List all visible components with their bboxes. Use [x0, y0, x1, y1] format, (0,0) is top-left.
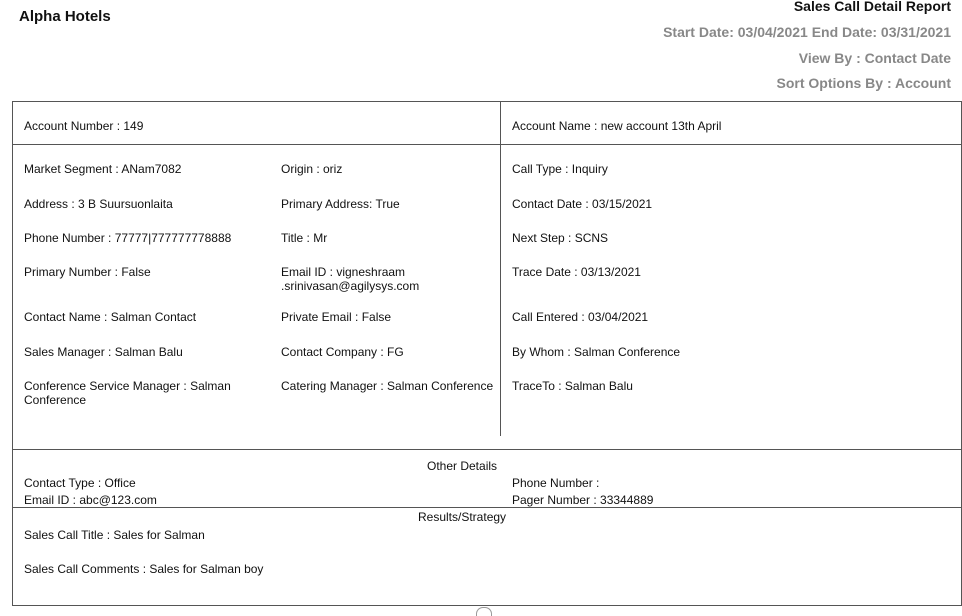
trace-to: TraceTo : Salman Balu: [512, 379, 633, 393]
sales-manager: Sales Manager : Salman Balu: [24, 345, 183, 359]
primary-address: Primary Address: True: [281, 197, 400, 211]
pager-number: Pager Number : 33344889: [512, 493, 654, 507]
by-whom: By Whom : Salman Conference: [512, 345, 681, 359]
divider: [13, 507, 961, 508]
phone-number: Phone Number : 77777|777777778888: [24, 231, 232, 245]
report-title: Sales Call Detail Report: [793, 0, 951, 14]
trace-date: Trace Date : 03/13/2021: [512, 265, 641, 279]
conference-service-manager: Conference Service Manager : Salman Conference: [24, 379, 231, 407]
other-details-heading: Other Details: [427, 459, 498, 473]
view-by: View By : Contact Date: [798, 50, 951, 66]
primary-number: Primary Number : False: [24, 265, 151, 279]
call-entered: Call Entered : 03/04/2021: [512, 310, 649, 324]
other-phone-number: Phone Number :: [512, 476, 600, 490]
catering-manager: Catering Manager : Salman Conference: [281, 379, 493, 393]
contact-date: Contact Date : 03/15/2021: [512, 197, 653, 211]
other-email-id: Email ID : abc@123.com: [24, 493, 157, 507]
account-name: Account Name : new account 13th April: [512, 119, 722, 133]
sales-call-title: Sales Call Title : Sales for Salman: [24, 528, 205, 542]
company-name: Alpha Hotels: [19, 8, 111, 25]
call-type: Call Type : Inquiry: [512, 162, 608, 176]
origin: Origin : oriz: [281, 162, 343, 176]
email-id: Email ID : vigneshraam .srinivasan@agilysys.com: [281, 265, 420, 293]
private-email: Private Email : False: [281, 310, 392, 324]
sort-options: Sort Options By : Account: [776, 75, 951, 91]
divider: [13, 144, 961, 145]
report-detail-box: [12, 101, 962, 606]
date-range: Start Date: 03/04/2021 End Date: 03/31/2021: [663, 24, 951, 40]
contact-name: Contact Name : Salman Contact: [24, 310, 197, 324]
account-number: Account Number : 149: [24, 119, 144, 133]
contact-type: Contact Type : Office: [24, 476, 136, 490]
divider: [13, 449, 961, 450]
column-divider: [500, 102, 501, 436]
page-indicator-icon: [476, 607, 492, 616]
sales-call-comments: Sales Call Comments : Sales for Salman boy: [24, 562, 264, 576]
title: Title : Mr: [281, 231, 328, 245]
address: Address : 3 B Suursuonlaita: [24, 197, 173, 211]
contact-company: Contact Company : FG: [281, 345, 404, 359]
results-strategy-heading: Results/Strategy: [418, 510, 507, 524]
market-segment: Market Segment : ANam7082: [24, 162, 182, 176]
next-step: Next Step : SCNS: [512, 231, 609, 245]
